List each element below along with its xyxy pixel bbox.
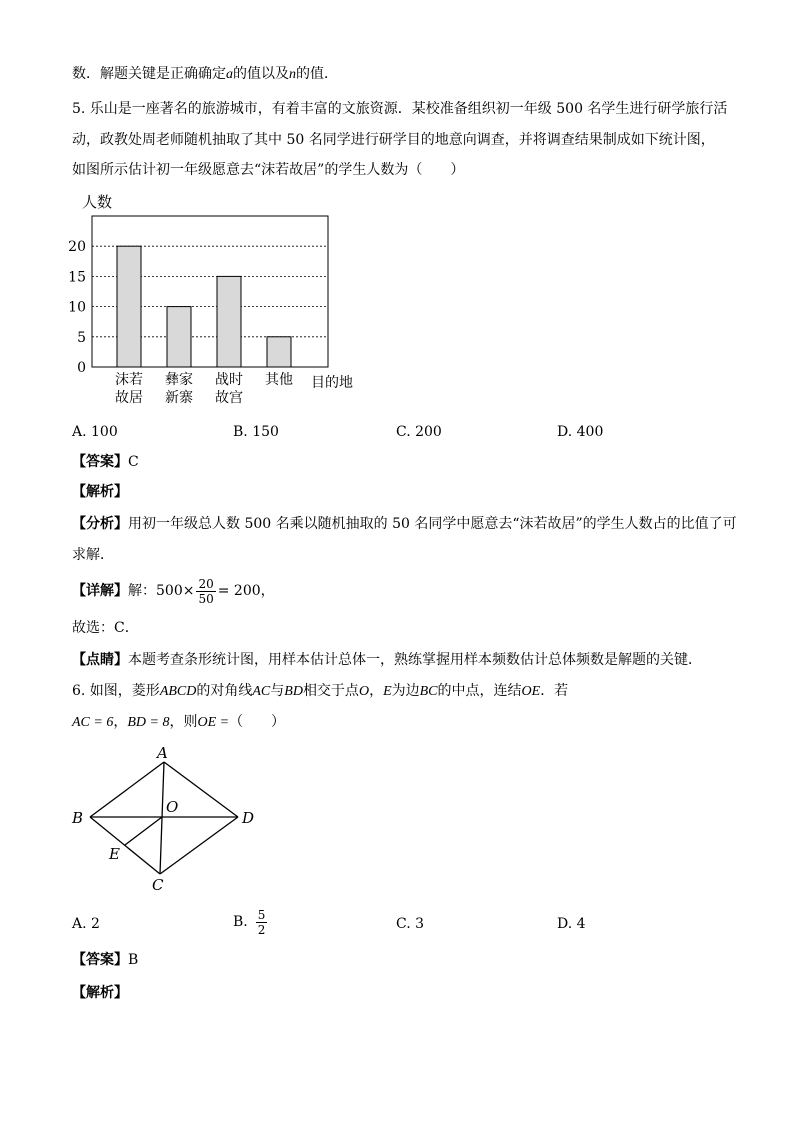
q6-line-2 [72,712,285,733]
x-category-label-0-1: 故居 [115,390,143,406]
dianjing-text: 本题考查条形统计图，用样本估计总体一，熟练掌握用样本频数估计总体频数是解题的关键． [128,652,702,668]
edge-dc [160,817,238,874]
q6-analysis-tag-text: 【解析】 [72,985,128,1001]
q6-ac: AC [252,684,271,699]
q6-text-g: 的中点，连结 [437,683,522,699]
q5-line-1: 5. 乐山是一座著名的旅游城市，有着丰富的文旅资源．某校准备组织初一年级 500 名学生进行研学旅行活 [72,101,728,117]
q6-oe-eq: OE = [197,715,230,730]
point-a-label: A [157,744,168,762]
q5-option-c: C. 200 [396,424,442,440]
intro-line [72,64,338,85]
edge-ab [90,762,164,817]
q6-text-b: 的对角线 [196,683,253,699]
y-tick-label-5: 5 [77,329,86,346]
point-b-label: B [72,809,84,827]
q5-answer [72,452,139,472]
q5-fenxi-line-2: 求解． [72,547,114,563]
bar-chart [60,186,360,406]
xiangjie-tag: 【详解】 [72,583,128,599]
analysis-tag: 【解析】 [72,484,128,500]
q5-analysis-tag [72,482,128,502]
q6-oe: OE [521,684,541,699]
q6-abcd: ABCD [159,684,197,699]
fenxi-tag: 【分析】 [72,516,128,532]
intro-text-3: 的值． [296,66,338,82]
q6-bc: BC [419,684,438,699]
q6-option-d: D. 4 [557,916,586,932]
q6-answer [72,950,138,970]
xiangjie-post: = 200， [217,583,275,599]
intro-text-2: 的值以及 [233,66,289,82]
x-category-label-2-1: 故宫 [215,390,243,406]
q6-sep2: ，则 [169,714,198,730]
q6-bd-eq: BD = 8 [127,715,170,730]
bar-0 [117,246,141,367]
q6-option-c: C. 3 [396,916,425,932]
x-category-label-3-0: 其他 [265,372,293,388]
fraction-5-2 [256,908,268,937]
q5-option-b: B. 150 [233,424,279,440]
q6-option-a: A. 2 [72,916,100,932]
q5-fenxi-line-1 [72,514,737,534]
x-category-label-1-1: 新寨 [165,390,193,406]
bar-1 [167,307,191,367]
intro-text-1: 数．解题关键是正确确定 [72,66,226,82]
x-category-label-2-0: 战时 [215,372,243,388]
fenxi-text-1: 用初一年级总人数 500 名乘以随机抽取的 50 名同学中愿意去“沫若故居”的学生人数占的比值了可 [128,516,737,532]
q6-bd: BD [284,684,303,699]
frac-5: 5 [257,907,266,922]
answer-tag: 【答案】 [72,454,128,470]
q6-ac-eq: AC = 6 [72,715,114,730]
frac-numerator: 20 [198,576,214,591]
y-tick-label-10: 10 [68,299,86,316]
q6-text-a: 6. 如图，菱形 [72,683,160,699]
point-o-label: O [166,798,179,816]
q5-dianjing [72,650,702,670]
edge-cb [90,817,160,874]
y-tick-label-0: 0 [77,360,86,376]
q5-option-d: D. 400 [557,424,604,440]
dianjing-tag: 【点睛】 [72,652,128,668]
q5-option-a: A. 100 [72,424,118,440]
q6-sep1: ， [113,714,128,730]
x-category-label-0-0: 沫若 [115,372,143,388]
y-tick-label-20: 20 [68,239,86,256]
q6-text-d: 相交于点 [302,683,359,699]
q6-e: E [383,684,392,699]
q6-line-1 [72,681,568,702]
answer-value: C [128,454,139,470]
q5-guxuan: 故选：C． [72,620,139,636]
frac-2: 2 [257,922,266,937]
fraction-20-50 [196,577,215,606]
var-a: a [226,67,233,82]
q6-text-f: 为边 [391,683,420,699]
var-n: n [289,67,296,82]
q6-o: O [358,684,370,699]
segment-oe [125,817,162,845]
q5-line-2: 动，政教处周老师随机抽取了其中 50 名同学进行研学目的地意向调查，并将调查结果制成如下统计图， [72,132,715,148]
y-axis-label: 人数 [82,193,113,211]
frac-denominator: 50 [198,591,214,606]
rhombus-diagram [66,742,266,892]
q6-answer-value: B [128,952,139,968]
x-category-label-1-0: 彝家 [165,372,193,388]
q5-xiangjie [72,573,275,609]
q6-text-h: ．若 [540,683,569,699]
q6-analysis-tag [72,983,128,1003]
q6-blank: （ ） [229,714,286,730]
point-c-label: C [152,876,164,892]
xiangjie-pre: 解：500× [128,583,195,599]
q6-text-c: 与 [270,683,285,699]
q6-answer-tag: 【答案】 [72,952,128,968]
x-axis-label: 目的地 [311,375,353,391]
y-tick-label-15: 15 [68,269,86,286]
q6-text-e: ， [369,683,384,699]
q6-option-b-letter: B. [233,914,248,930]
bar-2 [217,276,241,367]
bar-3 [267,337,291,367]
point-d-label: D [242,809,255,827]
point-e-label: E [109,845,120,863]
q5-line-3: 如图所示估计初一年级愿意去“沫若故居”的学生人数为（ ） [72,162,465,178]
q6-option-b [233,904,269,940]
